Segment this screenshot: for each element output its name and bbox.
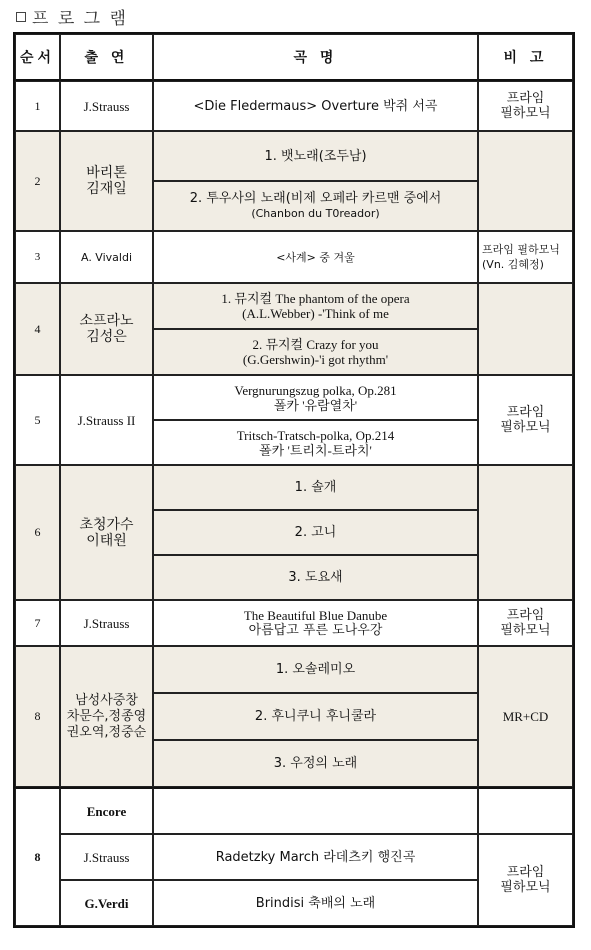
performer-cell bbox=[60, 646, 153, 787]
note-cell bbox=[478, 787, 573, 834]
piece-line: 2. 투우사의 노래(비제 오페라 카르맨 중에서 bbox=[189, 191, 442, 206]
heading-text: 프 로 그 램 bbox=[32, 9, 128, 29]
table-header-row bbox=[15, 34, 573, 81]
performer-cell: A. Vivaldi bbox=[60, 231, 153, 283]
note-cell bbox=[478, 131, 573, 231]
note-line: 필하모닉 bbox=[500, 880, 551, 895]
piece-cell bbox=[153, 329, 478, 375]
note-line: 프라임 필하모닉 bbox=[482, 243, 560, 256]
table-row bbox=[15, 131, 573, 181]
note-cell bbox=[478, 465, 573, 600]
order-cell: 6 bbox=[15, 465, 60, 600]
order-cell: 4 bbox=[15, 283, 60, 375]
table-row bbox=[15, 787, 573, 834]
piece-line: 폴카 '유람열차' bbox=[273, 397, 358, 413]
order-cell: 8 bbox=[15, 787, 60, 926]
performer-line: 초청가수 bbox=[79, 516, 134, 533]
table-row bbox=[15, 600, 573, 646]
order-cell: 2 bbox=[15, 131, 60, 231]
piece-cell bbox=[153, 283, 478, 329]
table-row bbox=[15, 283, 573, 329]
encore-label: Encore bbox=[60, 787, 153, 834]
program-heading bbox=[16, 6, 128, 32]
piece-line: 폴카 '트리치-트라치' bbox=[259, 442, 372, 458]
piece-line: 1. 뮤지컬 The phantom of the opera bbox=[221, 291, 410, 306]
table-row bbox=[15, 465, 573, 510]
piece-line: Vergnurungszug polka, Op.281 bbox=[234, 382, 397, 398]
performer-cell: J.Strauss bbox=[60, 81, 153, 131]
table-row bbox=[15, 231, 573, 283]
piece-line: (A.L.Webber) -'Think of me bbox=[242, 306, 389, 321]
piece-cell: 2. 고니 bbox=[153, 510, 478, 555]
performer-line: 차문수,정종영 bbox=[66, 708, 147, 724]
piece-cell: 1. 뱃노래(조두남) bbox=[153, 131, 478, 181]
order-cell: 5 bbox=[15, 375, 60, 465]
piece-cell bbox=[153, 420, 478, 465]
piece-line: The Beautiful Blue Danube bbox=[243, 608, 388, 623]
program-table bbox=[13, 32, 575, 928]
piece-line: 2. 뮤지컬 Crazy for you bbox=[252, 337, 379, 352]
piece-cell: 1. 오솔레미오 bbox=[153, 646, 478, 693]
piece-cell: Brindisi 축배의 노래 bbox=[153, 880, 478, 926]
table-row bbox=[15, 646, 573, 693]
order-cell: 1 bbox=[15, 81, 60, 131]
piece-line: (Chanbon du T0reador) bbox=[251, 207, 380, 220]
piece-cell: 3. 도요새 bbox=[153, 555, 478, 600]
piece-cell bbox=[153, 181, 478, 231]
table-row bbox=[15, 375, 573, 420]
order-cell: 3 bbox=[15, 231, 60, 283]
square-bullet-icon bbox=[16, 12, 26, 22]
piece-cell: 1. 솔개 bbox=[153, 465, 478, 510]
header-piece: 곡 명 bbox=[153, 34, 478, 81]
note-line: 프라임 bbox=[506, 608, 545, 623]
piece-cell: <사계> 중 겨울 bbox=[153, 231, 478, 283]
note-cell bbox=[478, 231, 573, 283]
header-note: 비 고 bbox=[478, 34, 573, 81]
performer-cell bbox=[60, 465, 153, 600]
performer-line: 권오역,정중순 bbox=[66, 724, 147, 740]
performer-cell: J.Strauss II bbox=[60, 375, 153, 465]
header-performer: 출 연 bbox=[60, 34, 153, 81]
table-row bbox=[15, 81, 573, 131]
performer-cell: J.Strauss bbox=[60, 834, 153, 880]
performer-line: 남성사중창 bbox=[75, 692, 138, 708]
table-row bbox=[15, 834, 573, 880]
note-line: 프라임 bbox=[506, 91, 545, 106]
performer-cell bbox=[60, 283, 153, 375]
note-line: (Vn. 김혜정) bbox=[482, 258, 544, 271]
piece-line: Tritsch-Tratsch-polka, Op.214 bbox=[236, 427, 395, 443]
performer-line: 바리톤 bbox=[86, 165, 127, 181]
note-line: 필하모닉 bbox=[500, 420, 551, 435]
piece-cell bbox=[153, 600, 478, 646]
performer-cell bbox=[60, 131, 153, 231]
performer-line: 소프라노 bbox=[79, 313, 134, 329]
piece-cell: 3. 우정의 노래 bbox=[153, 740, 478, 787]
performer-line: 김성은 bbox=[86, 329, 127, 345]
note-cell: MR+CD bbox=[478, 646, 573, 787]
order-cell: 8 bbox=[15, 646, 60, 787]
performer-line: 김재일 bbox=[86, 181, 127, 197]
order-cell: 7 bbox=[15, 600, 60, 646]
note-line: 필하모닉 bbox=[500, 106, 551, 121]
piece-cell: 2. 후니쿠니 후니쿨라 bbox=[153, 693, 478, 740]
note-cell bbox=[478, 834, 573, 926]
note-cell bbox=[478, 283, 573, 375]
piece-cell: <Die Fledermaus> Overture 박쥐 서곡 bbox=[153, 81, 478, 131]
note-line: 필하모닉 bbox=[500, 623, 551, 638]
note-cell bbox=[478, 375, 573, 465]
performer-line: 이태원 bbox=[86, 532, 127, 549]
note-line: 프라임 bbox=[506, 865, 545, 880]
piece-cell bbox=[153, 375, 478, 420]
performer-cell: J.Strauss bbox=[60, 600, 153, 646]
performer-cell: G.Verdi bbox=[60, 880, 153, 926]
piece-line: 아름답고 푸른 도나우강 bbox=[248, 623, 383, 638]
note-line: 프라임 bbox=[506, 405, 545, 420]
piece-cell: Radetzky March 라데츠키 행진곡 bbox=[153, 834, 478, 880]
piece-cell bbox=[153, 787, 478, 834]
note-cell bbox=[478, 81, 573, 131]
note-cell bbox=[478, 600, 573, 646]
piece-line: (G.Gershwin)-'i got rhythm' bbox=[242, 352, 389, 367]
header-order: 순서 bbox=[15, 34, 60, 81]
